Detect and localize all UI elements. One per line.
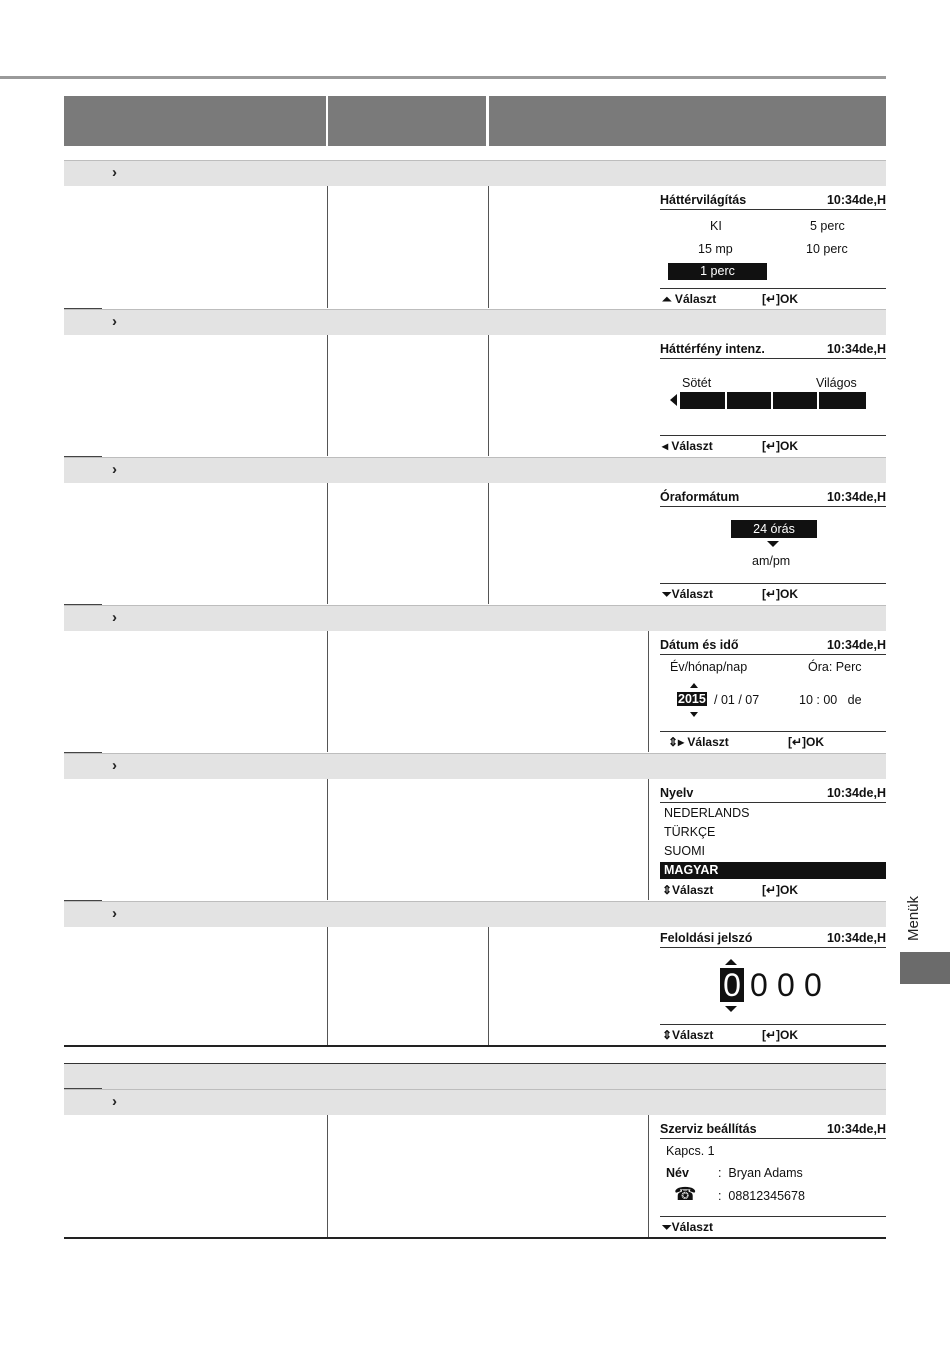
screen-service [660, 1120, 886, 1236]
name-label: Név [666, 1166, 689, 1180]
side-tab-marker [900, 952, 950, 984]
language-option: SUOMI [664, 844, 705, 858]
col-line [327, 335, 328, 456]
col-line [327, 483, 328, 604]
screen-title: Háttérfény intenz. [660, 342, 765, 356]
language-option-selected [660, 862, 886, 879]
time-header: Óra: Perc [808, 660, 862, 674]
footer-select: ◂ Választ [662, 439, 713, 453]
screen-footer [660, 1216, 886, 1235]
chevron-right-icon: › [112, 461, 117, 478]
col-line [488, 186, 489, 308]
screen-time: 10:34de,H [826, 193, 886, 207]
footer-select: ⏷Választ [662, 587, 713, 601]
side-tab-text: Menük [905, 895, 922, 941]
language-option: NEDERLANDS [664, 806, 750, 820]
phone-icon: ☎ [674, 1184, 697, 1204]
screen-date-time [660, 636, 886, 756]
screen-title-bar [660, 929, 886, 948]
footer-ok: [↵]OK [762, 883, 799, 897]
footer-select: ⏶ Választ [662, 292, 717, 306]
row-divider [64, 604, 102, 605]
screen-clock-format [660, 488, 886, 608]
section-band-date-time [64, 605, 886, 631]
arrow-down-icon [690, 712, 698, 717]
option-5min: 5 perc [810, 219, 845, 233]
col-line [327, 186, 328, 308]
group-band-service [64, 1064, 886, 1089]
arrow-up-icon [725, 959, 737, 965]
footer-ok: [↵]OK [762, 1028, 799, 1042]
footer-ok: [↵]OK [762, 292, 799, 306]
col-line [488, 927, 489, 1045]
screen-title-bar [660, 488, 886, 507]
screen-footer [660, 288, 886, 307]
chevron-right-icon: › [112, 164, 117, 181]
section-band-clock-format [64, 457, 886, 483]
col-line [327, 1115, 328, 1237]
footer-select: ⇕Választ [662, 883, 714, 897]
col-line [327, 927, 328, 1045]
footer-ok: [↵]OK [762, 439, 799, 453]
level-segment [773, 392, 817, 409]
option-1min-selected: 1 perc [668, 263, 767, 280]
screen-backlight [660, 191, 886, 311]
screen-title: Dátum és idő [660, 638, 739, 652]
screen-time: 10:34de,H [826, 1122, 886, 1136]
level-segment [727, 392, 771, 409]
option-10min: 10 perc [806, 242, 848, 256]
screen-title: Háttérvilágítás [660, 193, 747, 207]
year-value-selected: 2015 [678, 692, 706, 706]
col-line [648, 1115, 649, 1237]
screen-title-bar [660, 1120, 886, 1139]
section-band-language [64, 753, 886, 779]
screen-title-bar [660, 784, 886, 803]
row-divider [64, 308, 102, 309]
side-tab-label [893, 895, 933, 955]
option-15s: 15 mp [698, 242, 733, 256]
col-line [648, 779, 649, 900]
section-band-brightness [64, 309, 886, 335]
table-bottom-rule [64, 1237, 886, 1239]
row-divider [64, 900, 102, 901]
section-band-backlight [64, 160, 886, 186]
screen-footer [660, 731, 886, 750]
screen-footer [660, 583, 886, 602]
chevron-right-icon: › [112, 1093, 117, 1110]
light-label: Világos [816, 376, 857, 390]
screen-title: Nyelv [660, 786, 694, 800]
arrow-up-icon [690, 683, 698, 688]
screen-title-bar [660, 191, 886, 210]
screen-language [660, 784, 886, 904]
chevron-right-icon: › [112, 609, 117, 626]
dark-label: Sötét [682, 376, 712, 390]
language-option-label: MAGYAR [664, 863, 719, 877]
footer-select: ⇕▸ Választ [668, 735, 729, 749]
footer-select: ⇕Választ [662, 1028, 714, 1042]
screen-time: 10:34de,H [826, 490, 886, 504]
screen-brightness [660, 340, 886, 460]
date-header: Év/hónap/nap [670, 660, 748, 674]
section-band-service [64, 1089, 886, 1115]
option-24h-selected: 24 órás [731, 520, 817, 538]
col-line [488, 483, 489, 604]
row-divider [64, 752, 102, 753]
section-band-unlock-code [64, 901, 886, 927]
col-line [327, 779, 328, 900]
footer-ok: [↵]OK [762, 587, 799, 601]
screen-title-bar [660, 636, 886, 655]
contact-label: Kapcs. 1 [666, 1144, 715, 1158]
phone-value: : 08812345678 [718, 1189, 805, 1203]
arrow-down-icon [725, 1006, 737, 1012]
code-digit: 0 [750, 967, 768, 1003]
month-day-value: / 01 / 07 [714, 693, 760, 707]
arrow-down-icon [767, 541, 779, 547]
screen-title: Szerviz beállítás [660, 1122, 757, 1136]
arrow-left-icon [670, 394, 677, 406]
language-option: TÜRKÇE [664, 825, 716, 839]
screen-time: 10:34de,H [826, 786, 886, 800]
table-header-col-2 [328, 96, 486, 146]
screen-footer [660, 880, 886, 898]
level-segment [680, 392, 725, 409]
table-header-col-3 [489, 96, 886, 146]
code-digit: 0 [804, 967, 822, 1003]
option-ampm: am/pm [752, 554, 791, 568]
footer-ok: [↵]OK [788, 735, 825, 749]
row-divider [64, 456, 102, 457]
screen-footer [660, 1024, 886, 1043]
screen-title: Feloldási jelszó [660, 931, 753, 945]
footer-select: ⏷Választ [662, 1220, 713, 1234]
chevron-right-icon: › [112, 313, 117, 330]
col-line [327, 631, 328, 752]
screen-title: Óraformátum [660, 490, 740, 504]
name-value: : Bryan Adams [718, 1166, 803, 1180]
table-header-col-1 [64, 96, 326, 146]
chevron-right-icon: › [112, 757, 117, 774]
chevron-right-icon: › [112, 905, 117, 922]
screen-time: 10:34de,H [826, 931, 886, 945]
option-off: KI [710, 219, 722, 233]
screen-footer [660, 435, 886, 454]
time-value: 10 : 00 de [799, 693, 862, 707]
brightness-level-bar [680, 392, 866, 409]
code-digit: 0 [777, 967, 795, 1003]
row-divider [64, 1088, 102, 1089]
level-segment [819, 392, 866, 409]
screen-unlock-code [660, 929, 886, 1049]
screen-time: 10:34de,H [826, 342, 886, 356]
col-line [488, 335, 489, 456]
top-rule [0, 76, 886, 79]
code-digit-selected: 0 [720, 968, 744, 1002]
col-line [648, 631, 649, 752]
screen-time: 10:34de,H [826, 638, 886, 652]
screen-title-bar [660, 340, 886, 359]
